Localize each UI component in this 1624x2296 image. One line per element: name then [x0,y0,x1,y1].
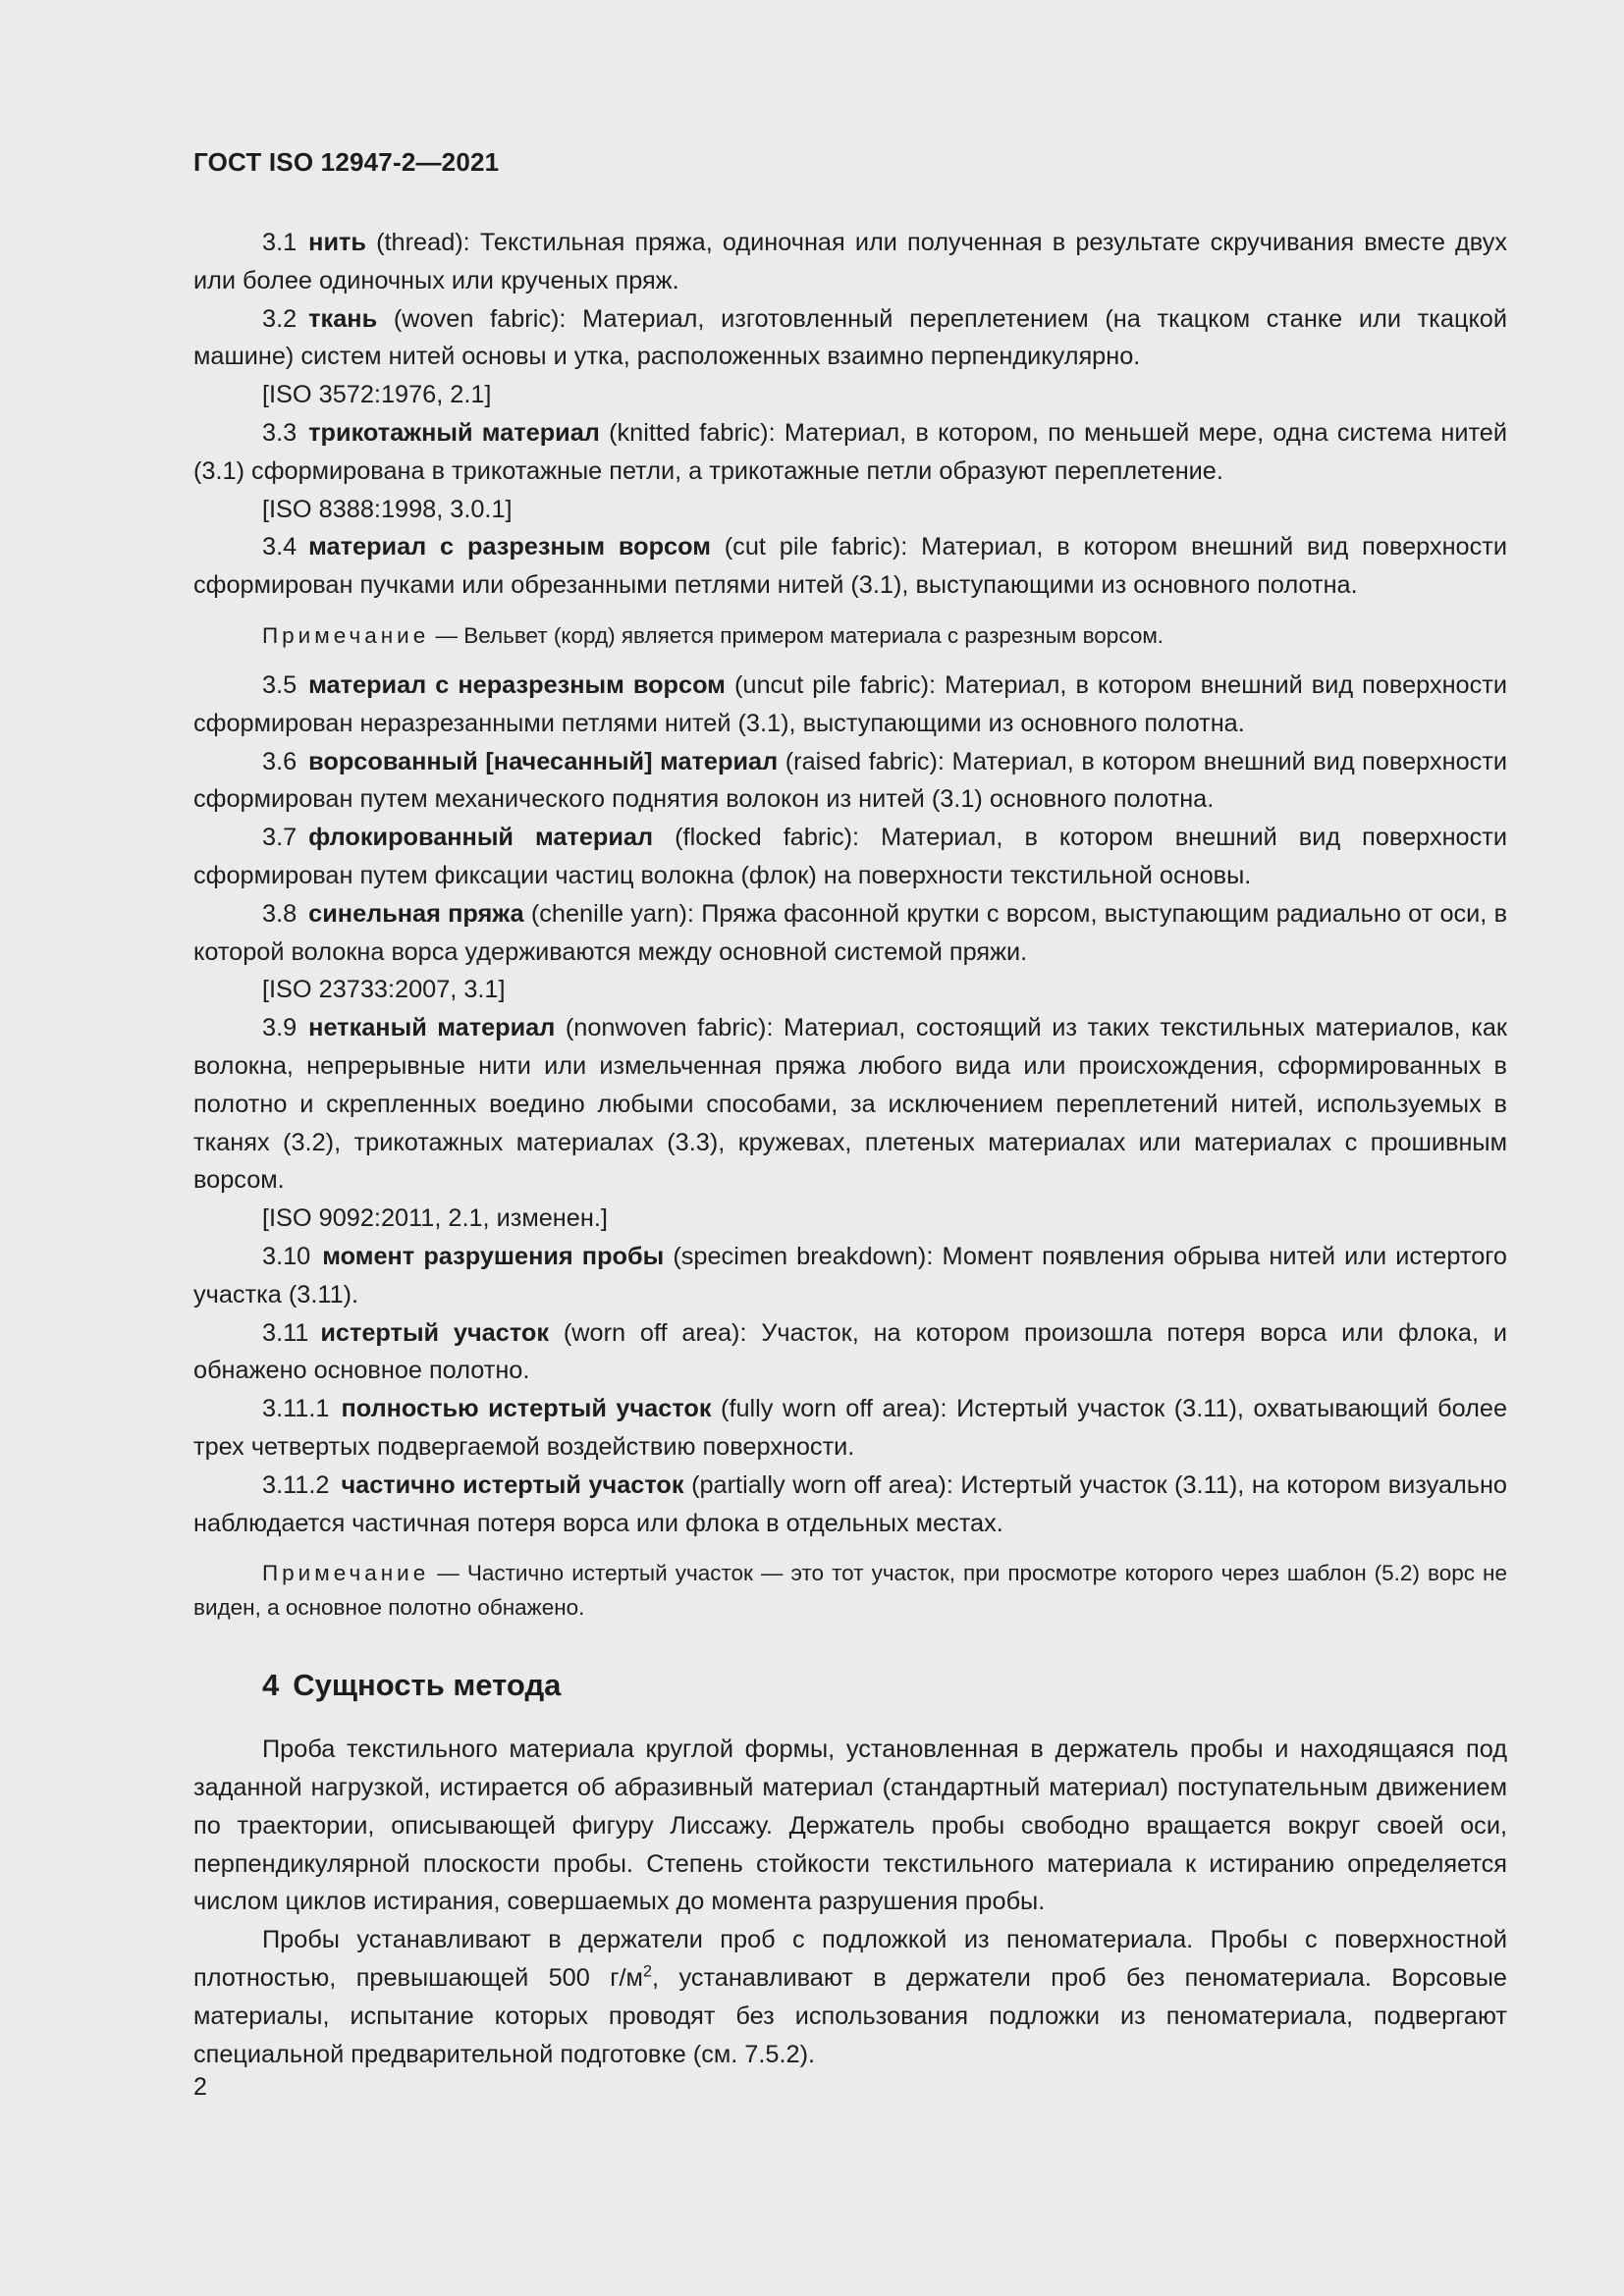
term-english: (chenille yarn): [523,899,694,928]
superscript: 2 [642,1962,653,1981]
definition-text: Материал, в котором, по меньшей мере, одна система нитей (3.1) сформирована в трикотажные петли, а трикотажные петли образуют переплетение. [193,418,1508,485]
term: момент разрушения пробы [322,1242,665,1270]
term: ткань [308,304,378,333]
clause-number: 3.7 [262,824,298,852]
clause-number: 3.3 [262,418,298,447]
term: истертый участок [320,1318,549,1347]
paragraph-text: , устанавливают в держатели проб без пеноматериала. Ворсовые материалы, испытание которых проводят без использования подложки из пеноматериала, подвергают специальной предварительной подготовке (см. 7.5.2). [193,1964,1507,2068]
term: синельная пряжа [308,899,524,928]
clause-number: 3.8 [262,899,298,928]
definition-text: Истертый участок (3.11), на котором визуально наблюдается частичная потеря ворса или флока в отдельных местах. [193,1470,1507,1537]
paragraph-text: Пробы устанавливают в держатели проб с подложкой из пеноматериала. Пробы с поверхностной плотностью, превышающей 500 г/м [193,1926,1507,1993]
term: трикотажный материал [308,418,600,447]
term-english: (worn off area): [549,1318,747,1347]
definition-3-5 [193,667,1507,743]
clause-number: 3.11 [262,1318,309,1347]
term: флокированный материал [308,824,654,852]
definition-3-1 [193,224,1507,300]
term: нетканый материал [308,1014,556,1042]
definition-text: Материал, состоящий из таких текстильных материалов, как волокна, непрерывные нити или измельченная пряжа любого вида или происхождения, сформированных в полотно и скрепленных воедино любыми способами, за исключением переплетений нитей, используемых в тканях (3.2), трикотажных материалах (3.3), кружевах, плетеных материалах или материалах с прошивным ворсом. [193,1014,1507,1195]
clause-number: 3.6 [262,747,298,775]
page-number: 2 [193,2073,207,2101]
definition-3-10 [193,1238,1507,1314]
note [193,1556,1507,1625]
term-english: (cut pile fabric): [710,533,908,561]
term-english: (partially worn off area): [683,1470,953,1499]
definition-text: Пряжа фасонной крутки с ворсом, выступающим радиально от оси, в которой волокна ворса удерживаются между основной системой пряжи. [193,899,1508,966]
note-label: Примечание [262,622,430,648]
term: частично истертый участок [341,1470,684,1499]
document-header: ГОСТ ISO 12947-2—2021 [193,147,500,177]
definition-text: Материал, в котором внешний вид поверхности сформирован пучками или обрезанными петлями нитей (3.1), выступающими из основного полотна. [193,533,1507,600]
definition-text: Участок, на котором произошла потеря ворса или флока, и обнажено основное полотно. [193,1318,1507,1385]
definition-text: Момент появления обрыва нитей или истертого участка (3.11). [193,1242,1508,1308]
term-english: (uncut pile fabric): [725,670,937,699]
section-title-text: Сущность метода [293,1668,562,1703]
definition-3-11-2 [193,1467,1507,1543]
definition-3-9 [193,1009,1507,1200]
note [193,618,1507,653]
source-reference: [ISO 8388:1998, 3.0.1] [262,495,513,523]
section-paragraph: Проба текстильного материала круглой формы, установленная в держатель пробы и находящаяся под заданной нагрузкой, истирается об абразивный материал (стандартный материал) поступательным движением по траектории, описывающей фигуру Лиссажу. Держатель пробы свободно вращается вокруг своей оси, перпендикулярной плоскости пробы. Степень стойкости текстильного материала к истиранию определяется числом циклов истирания, совершаемых до момента разрушения пробы. [193,1735,1507,1916]
definition-3-11-1 [193,1390,1507,1467]
clause-number: 3.2 [262,304,298,333]
note-text: — Вельвет (корд) является примером материала с разрезным ворсом. [429,622,1164,648]
term-english: (woven fabric): [377,304,567,333]
term-english: (thread): [365,229,470,256]
section-paragraph [193,1921,1507,2073]
definition-3-8 [193,895,1507,972]
term: нить [308,229,366,256]
definition-text: Материал, изготовленный переплетением (на ткацком станке или ткацкой машине) систем нитей основы и утка, расположенных взаимно перпендикулярно. [193,304,1507,371]
definition-text: Текстильная пряжа, одиночная или полученная в результате скручивания вместе двух или более одиночных или крученых пряж. [193,229,1507,294]
term-english: (nonwoven fabric): [555,1014,774,1042]
term-english: (knitted fabric): [599,418,776,447]
clause-number: 3.4 [262,533,298,561]
term: материал с разрезным ворсом [308,533,711,561]
document-body [193,224,1507,2073]
definition-3-4 [193,528,1507,605]
definition-text: Материал, в котором внешний вид поверхности сформирован путем механического поднятия волокон из нитей (3.1) основного полотна. [193,747,1507,814]
clause-number: 3.1 [262,229,298,256]
source-reference: [ISO 23733:2007, 3.1] [262,976,506,1004]
term: материал с неразрезным ворсом [308,670,726,699]
clause-number: 3.9 [262,1014,298,1042]
clause-number: 3.10 [262,1242,311,1270]
definition-text: Материал, в котором внешний вид поверхности сформирован неразрезанными петлями нитей (3.1), выступающими из основного полотна. [193,670,1507,737]
term-english: (specimen breakdown): [664,1242,934,1270]
definition-3-3 [193,414,1507,491]
definition-text: Материал, в котором внешний вид поверхности сформирован путем фиксации частиц волокна (флок) на поверхности текстильной основы. [193,824,1507,889]
term-english: (raised fabric): [778,747,945,775]
definition-3-6 [193,743,1507,820]
source-reference: [ISO 3572:1976, 2.1] [262,381,492,409]
definition-3-2 [193,300,1507,377]
definition-3-7 [193,819,1507,895]
definition-text: Истертый участок (3.11), охватывающий более трех четвертых подвергаемой воздействию поверхности. [193,1395,1508,1461]
clause-number: 3.11.1 [262,1395,330,1423]
term: полностью истертый участок [341,1395,712,1423]
definition-3-11 [193,1314,1507,1391]
section-heading [262,1666,1507,1705]
term: ворсованный [начесанный] материал [308,747,779,775]
clause-number: 3.5 [262,670,298,699]
clause-number: 3.11.2 [262,1470,330,1499]
term-english: (flocked fabric): [653,824,860,852]
section-number: 4 [262,1668,280,1703]
source-reference: [ISO 9092:2011, 2.1, изменен.] [262,1204,608,1233]
note-text: — Частично истертый участок — это тот участок, при просмотре которого через шаблон (5.2) ворс не виден, а основное полотно обнажено. [193,1561,1507,1621]
note-label: Примечание [262,1561,430,1586]
term-english: (fully worn off area): [711,1395,947,1423]
